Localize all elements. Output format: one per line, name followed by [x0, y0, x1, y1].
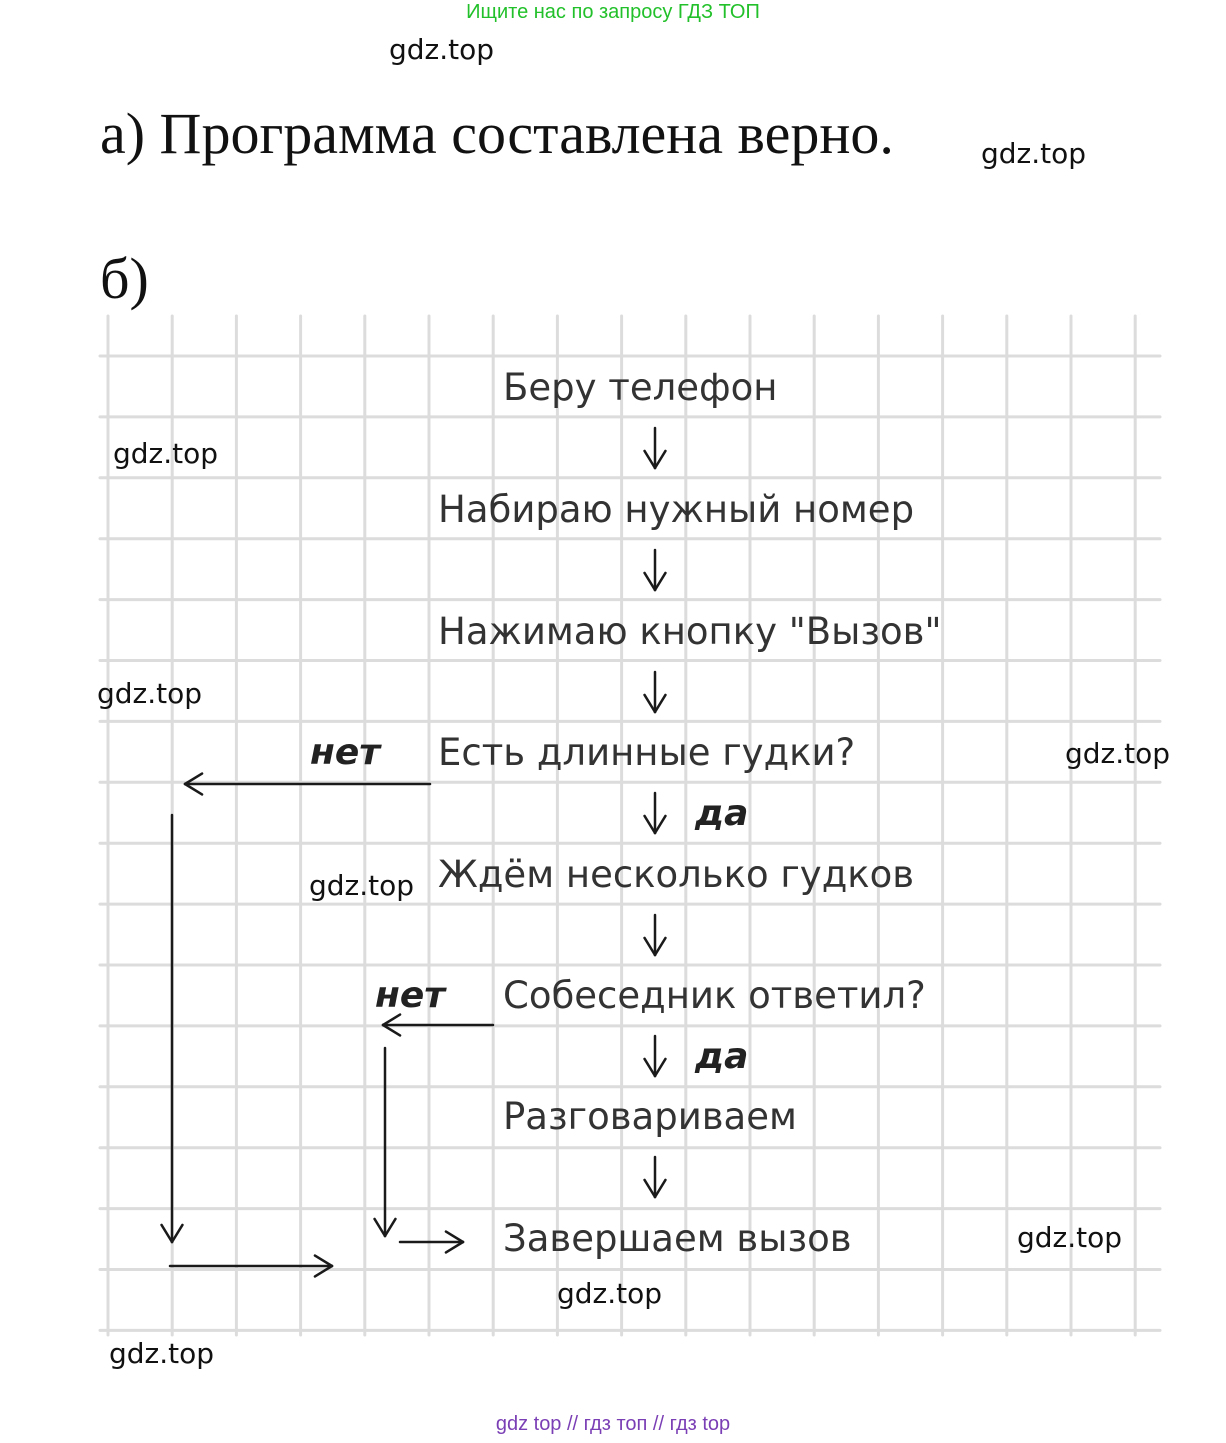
- watermark: gdz.top: [1017, 1221, 1123, 1254]
- step-talk: Разговариваем: [503, 1095, 797, 1138]
- footer-links[interactable]: gdz top // гдз топ // гдз top: [495, 1413, 731, 1435]
- arrow-head: [645, 695, 655, 712]
- arrow-head: [655, 695, 665, 712]
- arrow-head: [655, 1180, 665, 1197]
- arrow-head: [385, 1219, 395, 1236]
- watermark: gdz.top: [981, 137, 1087, 170]
- watermark: gdz.top: [557, 1277, 663, 1310]
- answer-b-label: б): [100, 246, 149, 311]
- step-take-phone: Беру телефон: [503, 366, 778, 409]
- arrow-head: [375, 1219, 385, 1236]
- step-press-call: Нажимаю кнопку "Вызов": [438, 610, 942, 653]
- arrow-head: [655, 451, 665, 468]
- watermark: gdz.top: [113, 437, 219, 470]
- step-dial-number: Набираю нужный номер: [438, 488, 915, 531]
- arrow-head: [655, 816, 665, 833]
- watermark: gdz.top: [309, 869, 415, 902]
- arrow-head: [645, 451, 655, 468]
- yes-label: да: [695, 1036, 749, 1077]
- watermark: gdz.top: [1065, 737, 1171, 770]
- yes-label: да: [695, 793, 749, 834]
- arrow-head: [185, 784, 202, 794]
- no-label: нет: [375, 975, 446, 1016]
- step-end-call: Завершаем вызов: [503, 1217, 852, 1260]
- arrow-head: [162, 1225, 172, 1242]
- decision-long-beeps: Есть длинные гудки?: [438, 731, 856, 774]
- no-label: нет: [310, 732, 381, 773]
- search-banner: Ищите нас по запросу ГДЗ ТОП: [466, 1, 760, 23]
- decision-answered: Собеседник ответил?: [503, 974, 926, 1017]
- arrow-head: [655, 1059, 665, 1076]
- arrow-head: [645, 816, 655, 833]
- arrow-head: [446, 1232, 463, 1242]
- answer-a: а) Программа составлена верно.: [100, 101, 894, 166]
- arrow-head: [655, 573, 665, 590]
- arrow-head: [645, 573, 655, 590]
- arrow-head: [645, 1180, 655, 1197]
- watermark: gdz.top: [389, 33, 495, 66]
- arrow-head: [315, 1256, 332, 1266]
- watermark: gdz.top: [109, 1337, 215, 1370]
- step-wait-beeps: Ждём несколько гудков: [438, 853, 915, 896]
- arrow-head: [645, 1059, 655, 1076]
- arrow-head: [645, 938, 655, 955]
- watermark: gdz.top: [97, 677, 203, 710]
- arrow-head: [446, 1242, 463, 1252]
- arrow-head: [655, 938, 665, 955]
- arrow-head: [315, 1266, 332, 1276]
